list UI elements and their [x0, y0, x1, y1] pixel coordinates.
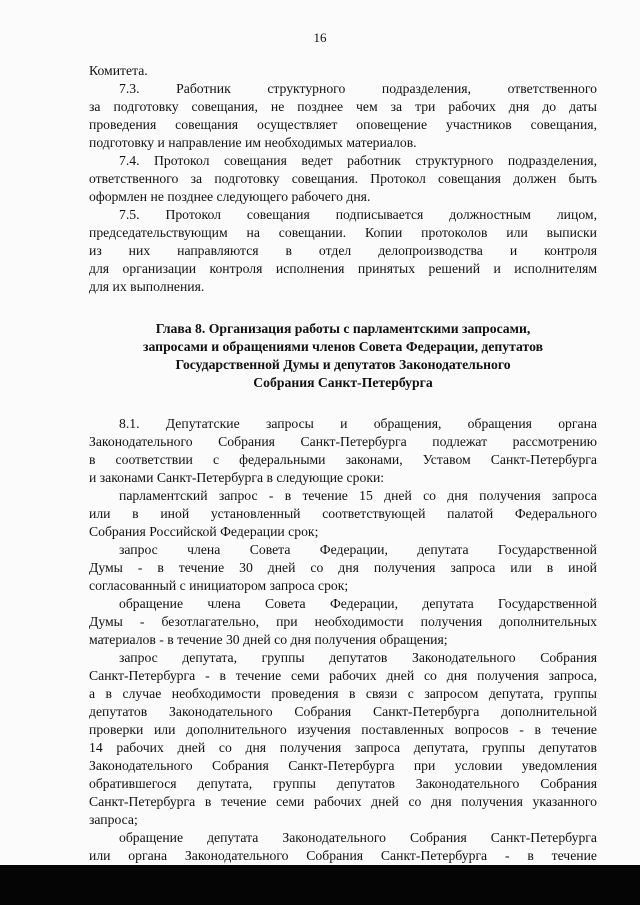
text-line: обращение депутата Законодательного Собрания Санкт-Петербурга: [119, 830, 597, 845]
text-line: или органа Законодательного Собрания Санкт-Петербурга - в течение: [89, 848, 597, 863]
text-line: обращение члена Совета Федерации, депутата Государственной: [119, 596, 597, 611]
text-line: председательствующим на совещании. Копии протоколов или выписки: [89, 225, 597, 240]
text-line: запроса;: [89, 812, 138, 827]
text-line: 7.3. Работник структурного подразделения, ответственного: [119, 81, 597, 96]
text-line: запрос депутата, группы депутатов Законодательного Собрания: [119, 650, 597, 665]
document-body: [89, 62, 597, 883]
text-line: материалов - в течение 30 дней со дня получения обращения;: [89, 632, 448, 647]
text-line: Думы - безотлагательно, при необходимости получения дополнительных: [89, 614, 597, 629]
text-line: Собрания Российской Федерации срок;: [89, 524, 319, 539]
text-line: проверки или дополнительного изучения поставленных вопросов - в течение: [89, 722, 597, 737]
text-line: депутатов Законодательного Собрания Санкт-Петербурга дополнительной: [89, 704, 597, 719]
text-line: 14 рабочих дней со дня получения запроса депутата, группы депутатов: [89, 740, 597, 755]
text-line: и законами Санкт-Петербурга в следующие сроки:: [89, 470, 385, 485]
text-line: 8.1. Депутатские запросы и обращения, обращения органа: [119, 416, 597, 431]
text-line: для их выполнения.: [89, 279, 205, 294]
text-line: Законодательного Собрания Санкт-Петербурга подлежат рассмотрению: [89, 434, 597, 449]
text-line: Санкт-Петербурга - в течение семи рабочих дней со дня получения запроса,: [89, 668, 597, 683]
paragraph-7-4: [89, 152, 597, 206]
text-line: за подготовку совещания, не позднее чем за три рабочих дня до даты: [89, 99, 597, 114]
text-line: из них направляются в отдел делопроизводства и контроля: [89, 243, 597, 258]
page-number: 16: [313, 30, 327, 45]
text-line: согласованный с инициатором запроса срок;: [89, 578, 349, 593]
text-line: 7.5. Протокол совещания подписывается должностным лицом,: [119, 207, 597, 222]
text-line: оформлен не позднее следующего рабочего дня.: [89, 189, 371, 204]
paragraph-deputy-request: [89, 649, 597, 829]
text-line: запрос члена Совета Федерации, депутата Государственной: [119, 542, 597, 557]
paragraph-intro: Комитета.: [89, 63, 148, 78]
paragraph-7-5: [89, 206, 597, 296]
text-line: а в случае необходимости проведения в связи с запросом депутата, группы: [89, 686, 597, 701]
text-line: подготовку и направление им необходимых материалов.: [89, 135, 417, 150]
text-line: Санкт-Петербурга в течение семи рабочих дней со дня получения указанного: [89, 794, 597, 809]
text-line: в соответствии с федеральными законами, Уставом Санкт-Петербурга: [89, 452, 597, 467]
paragraph-8-1: [89, 415, 597, 487]
paragraph-7-3: [89, 80, 597, 152]
heading-line: Государственной Думы и депутатов Законодательного: [175, 357, 511, 372]
text-line: парламентский запрос - в течение 15 дней со дня получения запроса: [119, 488, 597, 503]
text-line: проведения совещания осуществляет оповещение участников совещания,: [89, 117, 597, 132]
heading-line: запросами и обращениями членов Совета Федерации, депутатов: [143, 339, 543, 354]
text-line: или в иной установленный соответствующей палатой Федерального: [89, 506, 597, 521]
paragraph-parliamentary-request: [89, 487, 597, 541]
paragraph-federation-member-appeal: [89, 595, 597, 649]
heading-line: Собрания Санкт-Петербурга: [253, 375, 433, 390]
chapter-8-heading: [89, 320, 597, 392]
text-line: для организации контроля исполнения принятых решений и исполнителям: [89, 261, 597, 276]
text-line: 7.4. Протокол совещания ведет работник структурного подразделения,: [119, 153, 597, 168]
heading-line: Глава 8. Организация работы с парламентскими запросами,: [155, 321, 531, 336]
text-line: Думы - в течение 30 дней со дня получения запроса или в иной: [89, 560, 597, 575]
scan-bottom-edge: [0, 865, 640, 905]
paragraph-federation-member-request: [89, 541, 597, 595]
text-line: ответственного за подготовку совещания. Протокол совещания должен быть: [89, 171, 597, 186]
text-line: обратившегося депутата, группы депутатов Законодательного Собрания: [89, 776, 597, 791]
text-line: Законодательного Собрания Санкт-Петербурга при условии уведомления: [89, 758, 597, 773]
